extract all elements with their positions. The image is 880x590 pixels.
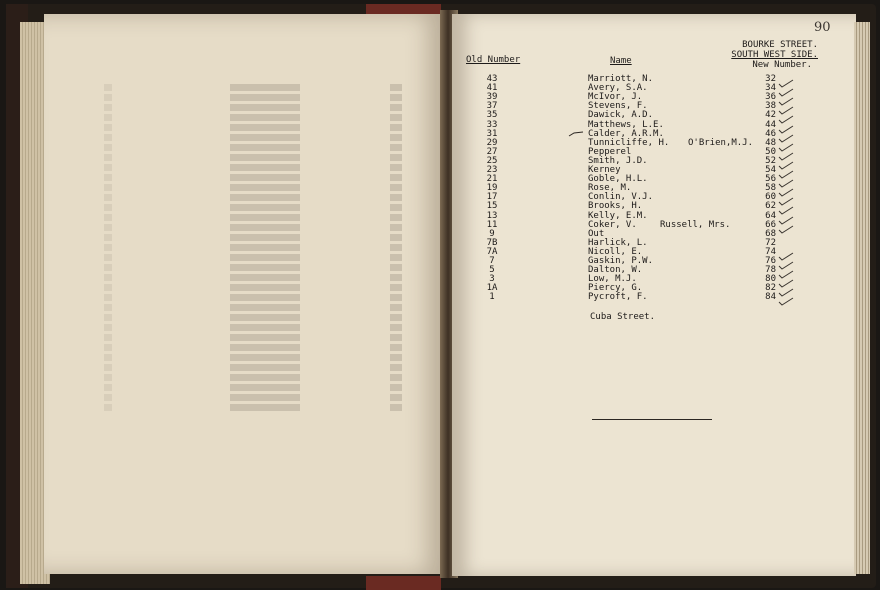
- new-number-cell: 80: [765, 274, 776, 285]
- old-number-cell: 33: [486, 119, 498, 130]
- new-number-cell: 72: [765, 237, 776, 248]
- old-number-cell: 5: [489, 265, 495, 276]
- name-cell: Low, M.J.: [588, 274, 637, 285]
- spine-bottom-band: [366, 576, 441, 590]
- end-rule: [592, 419, 712, 420]
- new-number-cell: 82: [765, 283, 776, 294]
- name-cell: Stevens, F.: [588, 101, 648, 112]
- right-page: [452, 14, 856, 576]
- old-number-cell: 43: [486, 74, 498, 84]
- name-cell: Matthews, L.E.: [588, 119, 664, 130]
- column-header-new-number: New Number.: [752, 60, 812, 70]
- new-number-cell: 56: [765, 174, 776, 185]
- column-header-old-number: Old Number: [466, 55, 521, 65]
- old-number-cell: 15: [486, 201, 498, 212]
- checkmark-icon: [778, 219, 794, 229]
- name-cell: Out: [588, 228, 605, 239]
- new-number-cell: 58: [765, 183, 776, 194]
- additional-name-cell: O'Brien,M.J.: [688, 137, 754, 148]
- name-cell: Dawick, A.D.: [588, 110, 654, 121]
- new-number-cell: 64: [765, 210, 776, 221]
- old-number-cell: 23: [486, 165, 498, 175]
- checkmark-icon: [778, 291, 794, 301]
- new-number-cell: 48: [765, 137, 776, 148]
- new-number-cell: 42: [765, 110, 776, 121]
- new-number-cell: 46: [765, 128, 776, 139]
- new-number-cell: 44: [765, 119, 776, 130]
- old-number-cell: 3: [489, 274, 495, 285]
- name-cell: Pycroft, F.: [588, 292, 648, 303]
- new-number-cell: 78: [765, 265, 776, 276]
- name-cell: Piercy, G.: [588, 283, 643, 294]
- old-number-cell: 31: [486, 128, 498, 139]
- footer-note: Cuba Street.: [590, 312, 656, 322]
- new-number-cell: 34: [765, 83, 776, 94]
- name-cell: Smith, J.D.: [588, 155, 648, 166]
- name-cell: Kelly, E.M.: [588, 210, 648, 221]
- name-cell: Rose, M.: [588, 183, 632, 194]
- name-cell: Calder, A.R.M.: [588, 128, 664, 139]
- side-title: SOUTH WEST SIDE.: [731, 50, 818, 60]
- new-number-cell: 32: [765, 74, 776, 84]
- page-number: 90: [814, 20, 831, 35]
- new-number-cell: 76: [765, 256, 776, 266]
- name-cell: Brooks, H.: [588, 201, 643, 212]
- old-number-cell: 13: [486, 210, 498, 221]
- new-number-cell: 50: [765, 146, 776, 157]
- old-number-cell: 11: [486, 219, 498, 230]
- name-cell: Kerney: [588, 165, 621, 175]
- old-number-cell: 25: [486, 155, 498, 166]
- old-number-cell: 7A: [486, 246, 498, 257]
- name-cell: Marriott, N.: [588, 74, 654, 84]
- old-number-cell: 7: [489, 256, 495, 266]
- column-header-name: Name: [610, 56, 632, 66]
- old-number-cell: 29: [486, 137, 498, 148]
- name-cell: Avery, S.A.: [588, 83, 648, 94]
- old-number-cell: 1A: [486, 283, 498, 294]
- new-number-cell: 52: [765, 155, 776, 166]
- bleed-through-names: [230, 84, 300, 414]
- old-number-cell: 19: [486, 183, 498, 194]
- old-number-cell: 41: [486, 83, 498, 94]
- name-cell: Goble, H.L.: [588, 174, 648, 185]
- new-number-cell: 84: [765, 292, 776, 303]
- name-cell: Coker, V.: [588, 219, 637, 230]
- margin-mark-icon: [568, 131, 584, 137]
- name-cell: McIvor, J.: [588, 92, 643, 103]
- old-number-cell: 21: [486, 174, 498, 185]
- right-page-leaves: [854, 22, 870, 574]
- name-cell: Tunnicliffe, H.: [588, 137, 670, 148]
- new-number-cell: 60: [765, 192, 776, 203]
- name-cell: Gaskin, P.W.: [588, 256, 654, 266]
- name-cell: Conlin, V.J.: [588, 192, 654, 203]
- new-number-cell: 54: [765, 165, 776, 175]
- new-number-cell: 62: [765, 201, 776, 212]
- name-cell: Nicoll, E.: [588, 246, 643, 257]
- old-number-cell: 7B: [486, 237, 498, 248]
- new-number-cell: 38: [765, 101, 776, 112]
- old-number-cell: 35: [486, 110, 498, 121]
- old-number-cell: 39: [486, 92, 498, 103]
- new-number-cell: 74: [765, 246, 776, 257]
- left-page: [44, 14, 446, 574]
- bleed-through-column: [104, 84, 112, 414]
- new-number-cell: 66: [765, 219, 776, 230]
- old-number-cell: 1: [489, 292, 495, 303]
- name-cell: Harlick, L.: [588, 237, 648, 248]
- name-cell: Pepperel: [588, 146, 632, 157]
- name-cell: Dalton, W.: [588, 265, 643, 276]
- street-title: BOURKE STREET.: [742, 40, 818, 50]
- bleed-through-column: [390, 84, 402, 414]
- old-number-cell: 17: [486, 192, 498, 203]
- new-number-cell: 36: [765, 92, 776, 103]
- new-number-cell: 68: [765, 228, 776, 239]
- additional-name-cell: Russell, Mrs.: [660, 219, 731, 230]
- old-number-cell: 37: [486, 101, 498, 112]
- old-number-cell: 27: [486, 146, 498, 157]
- old-number-cell: 9: [489, 228, 495, 239]
